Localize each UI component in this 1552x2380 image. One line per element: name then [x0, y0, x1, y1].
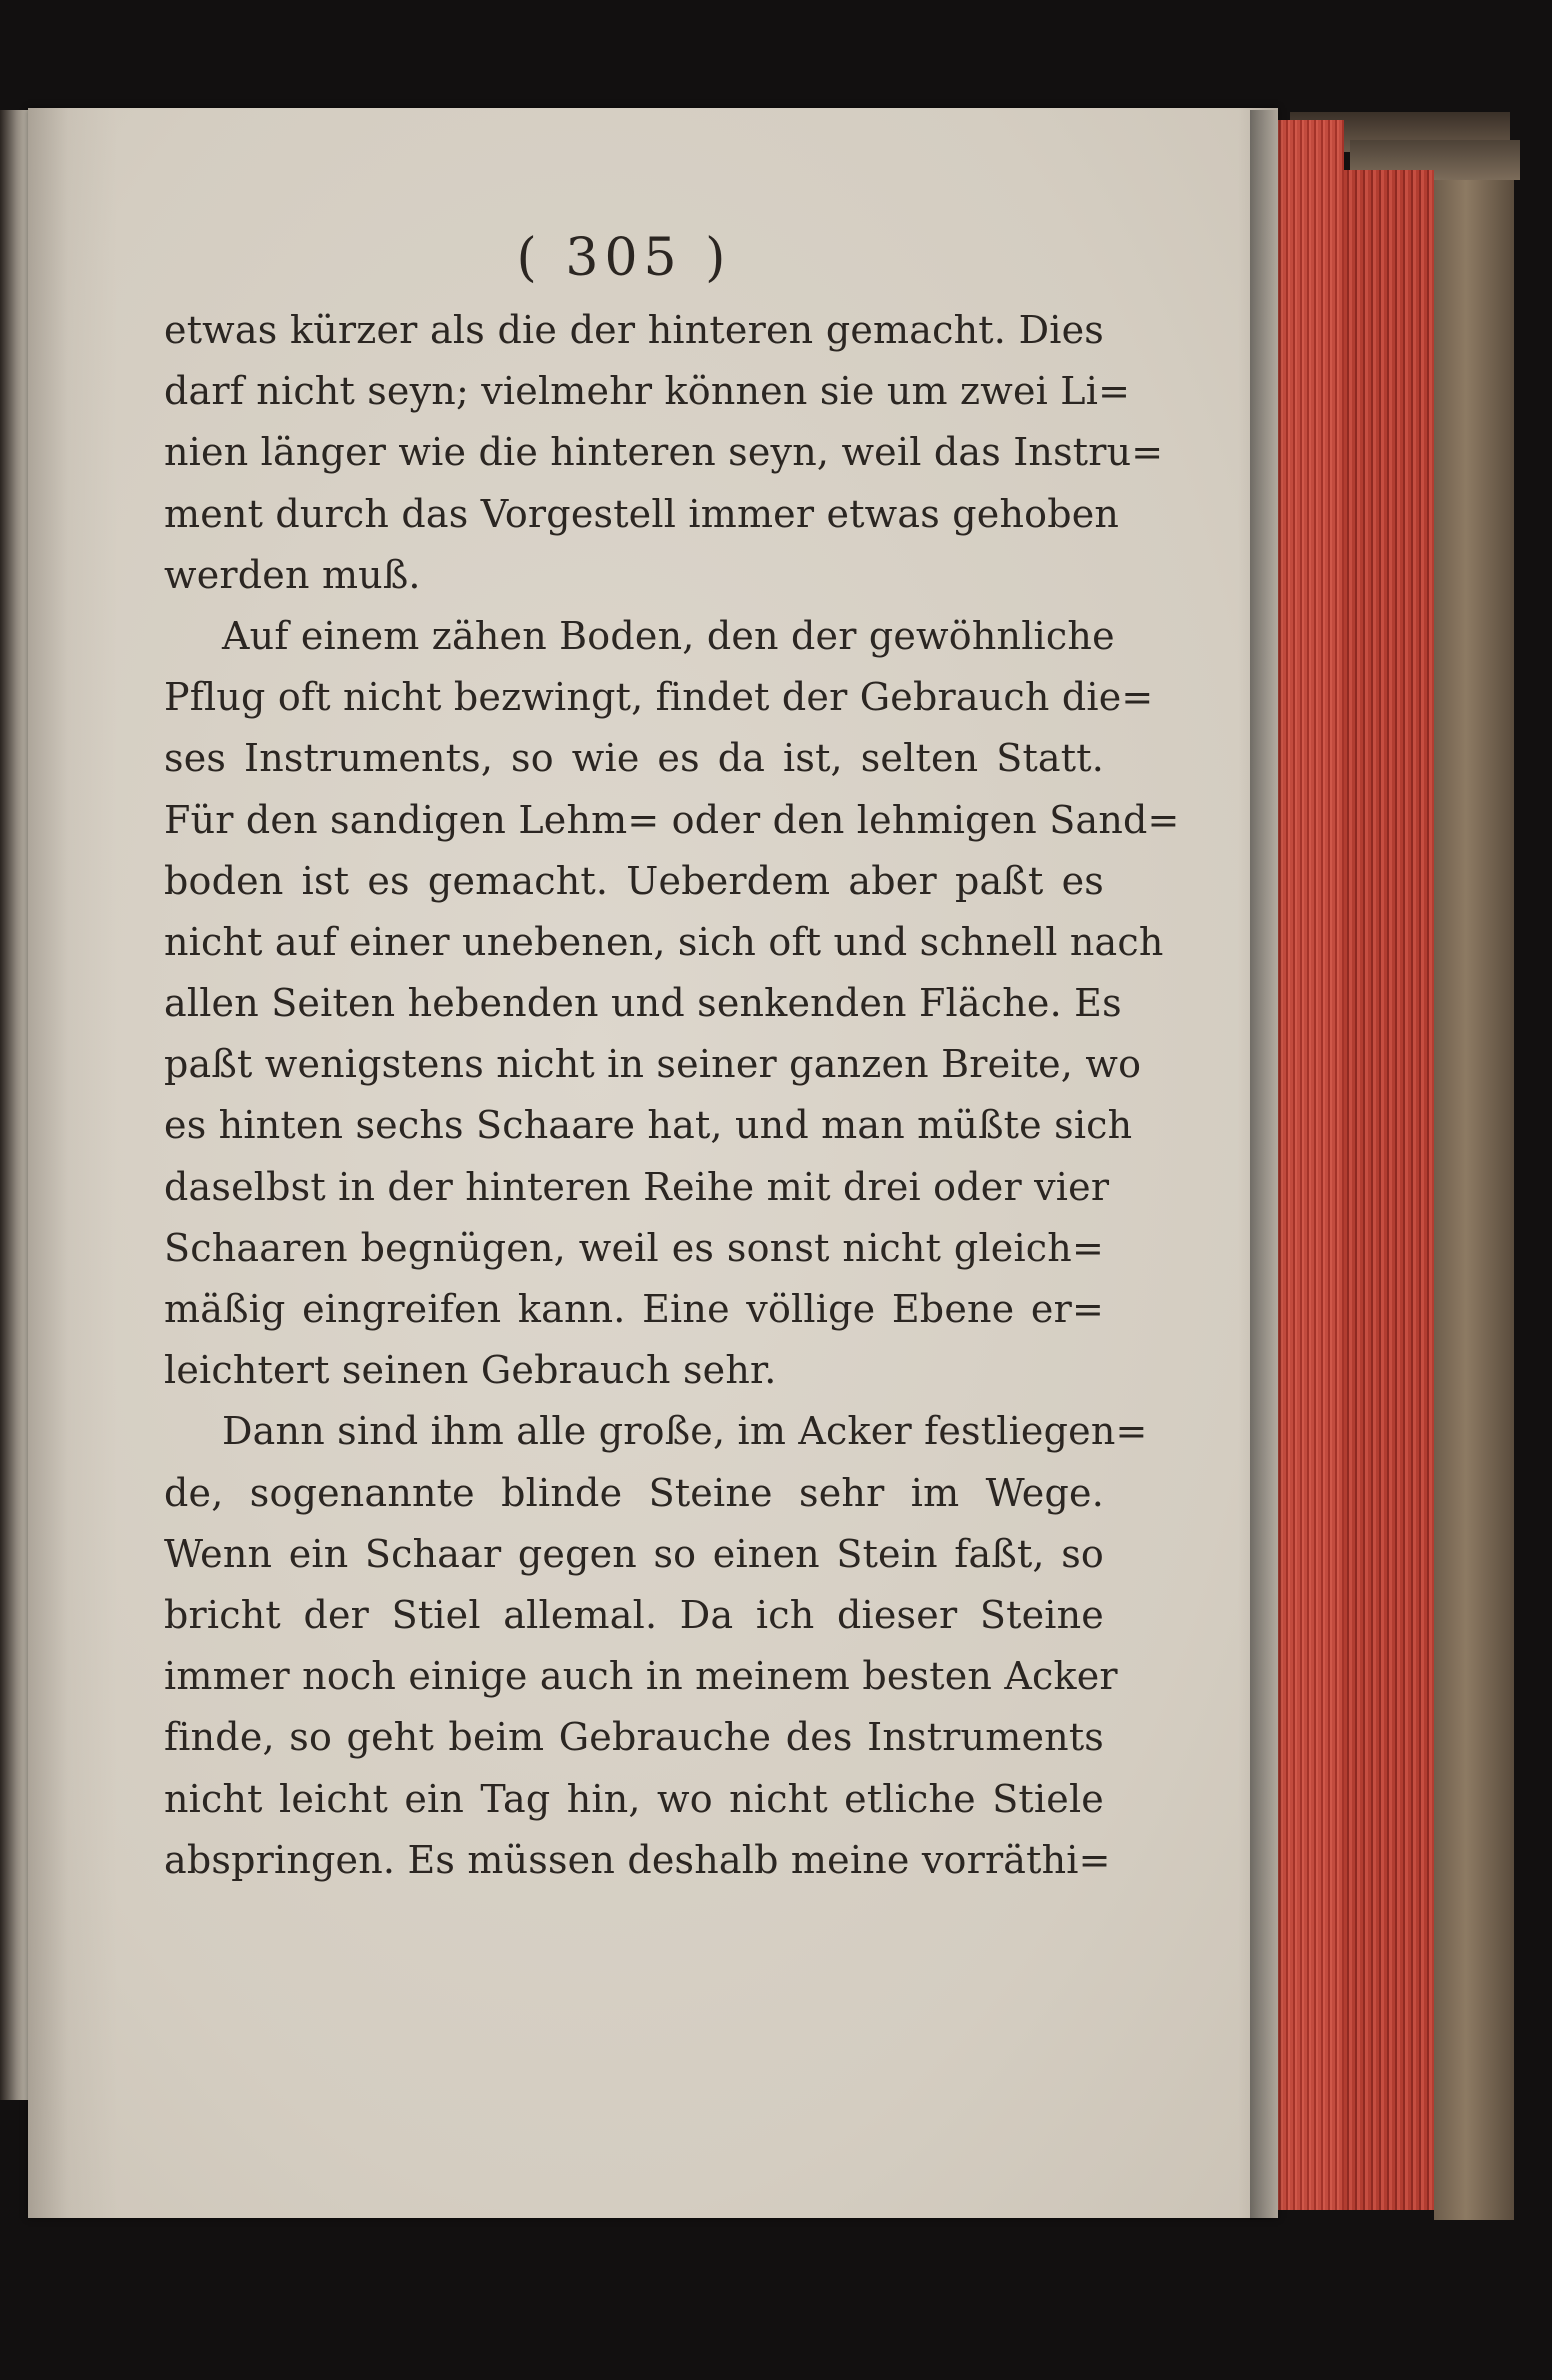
text-line: Wenn ein Schaar gegen so einen Stein faßt, so [164, 1531, 1104, 1576]
text-line: Auf einem zähen Boden, den der gewöhnliche [222, 613, 1115, 658]
text-line: Pflug oft nicht bezwingt, findet der Gebrauch die= [164, 675, 1154, 720]
text-line: daselbst in der hinteren Reihe mit drei oder vier [164, 1164, 1110, 1209]
text-line: immer noch einige auch in meinem besten Acker [164, 1654, 1118, 1699]
text-line: werden muß. [164, 552, 421, 597]
text-line: boden ist es gemacht. Ueberdem aber paßt es [164, 858, 1104, 903]
text-line: bricht der Stiel allemal. Da ich dieser Steine [164, 1592, 1104, 1637]
text-line: paßt wenigstens nicht in seiner ganzen Breite, wo [164, 1042, 1142, 1087]
text-line: Dann sind ihm alle große, im Acker festliegen= [222, 1409, 1148, 1454]
left-page-edge [0, 110, 30, 2100]
red-page-edges-outer [1344, 170, 1434, 2210]
text-line: es hinten sechs Schaare hat, und man müßte sich [164, 1103, 1133, 1148]
book-page [28, 108, 1278, 2218]
text-line: allen Seiten hebenden und senkenden Fläche. Es [164, 981, 1122, 1026]
text-line: abspringen. Es müssen deshalb meine vorräthi= [164, 1837, 1111, 1882]
text-line: Für den sandigen Lehm= oder den lehmigen Sand= [164, 797, 1180, 842]
text-line: leichtert seinen Gebrauch sehr. [164, 1348, 777, 1393]
text-line: Schaaren begnügen, weil es sonst nicht gleich= [164, 1225, 1104, 1270]
page-text [164, 228, 1180, 1891]
page-gutter-shadow [1250, 110, 1280, 2220]
text-line: nien länger wie die hinteren seyn, weil das Instru= [164, 430, 1164, 475]
text-line: darf nicht seyn; vielmehr können sie um zwei Li= [164, 369, 1131, 414]
page-number: ( 305 ) [516, 228, 732, 288]
red-page-edges [1276, 120, 1344, 2210]
text-line: de, sogenannte blinde Steine sehr im Wege. [164, 1470, 1104, 1515]
text-line: nicht leicht ein Tag hin, wo nicht etliche Stiele [164, 1776, 1104, 1821]
book-cover-edge [1434, 160, 1514, 2220]
text-line: ses Instruments, so wie es da ist, selten Statt. [164, 736, 1104, 781]
text-line: mäßig eingreifen kann. Eine völlige Ebene er= [164, 1287, 1104, 1331]
text-line: etwas kürzer als die der hinteren gemacht. Dies [164, 308, 1104, 352]
text-line: finde, so geht beim Gebrauche des Instruments [164, 1715, 1104, 1760]
text-line: nicht auf einer unebenen, sich oft und schnell nach [164, 919, 1164, 964]
text-line: ment durch das Vorgestell immer etwas gehoben [164, 491, 1120, 536]
